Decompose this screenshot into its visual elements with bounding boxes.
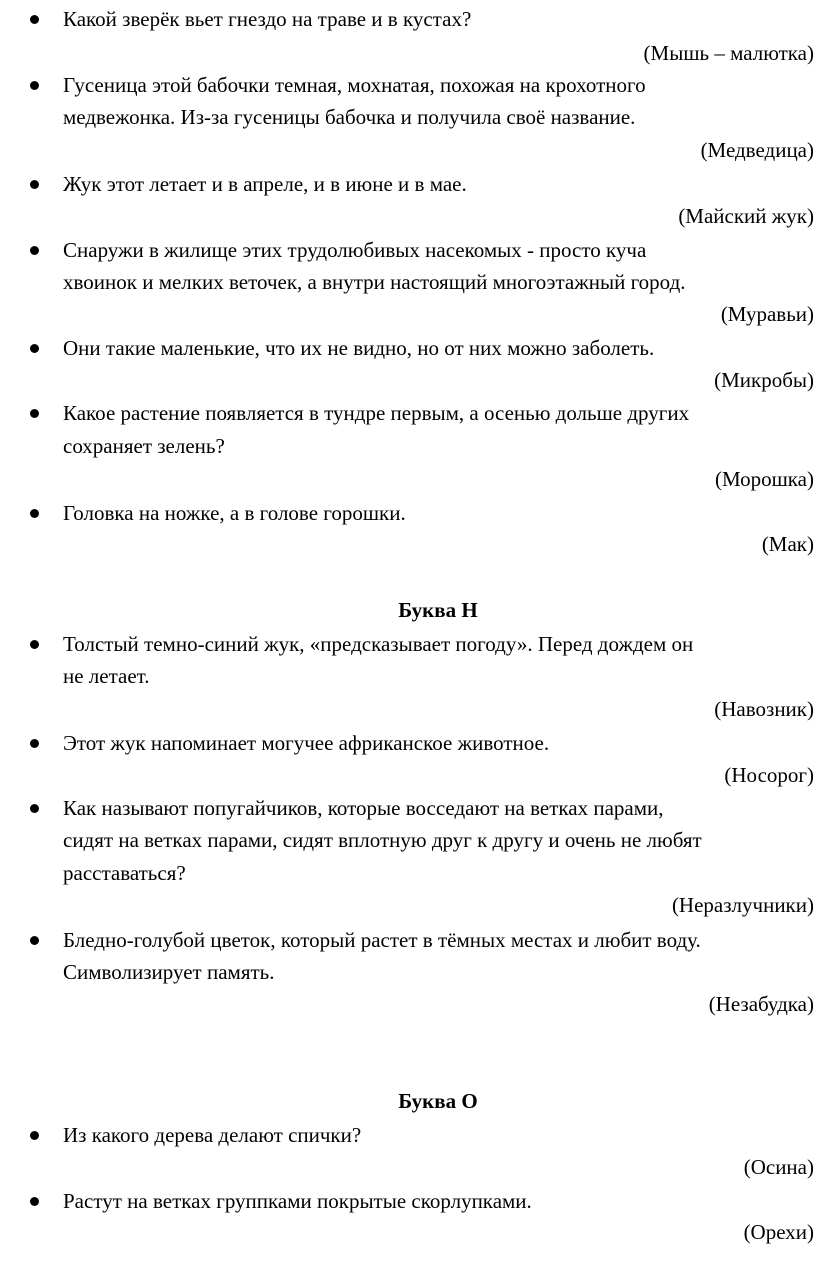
riddle-line: Из какого дерева делают спички?	[63, 1123, 362, 1147]
riddle-line: Головка на ножке, а в голове горошки.	[63, 501, 406, 525]
riddle-answer: (Навозник)	[714, 697, 814, 721]
section-heading: Буква О	[398, 1089, 478, 1113]
riddle-answer: (Неразлучники)	[671, 893, 814, 917]
bullet-icon	[30, 739, 39, 748]
bullet-icon	[30, 1197, 39, 1206]
bullet-icon	[30, 1131, 39, 1140]
bullet-icon	[30, 509, 39, 518]
riddle-line: Они такие маленькие, что их не видно, но от них можно заболеть.	[63, 336, 655, 360]
riddle-line: Толстый темно-синий жук, «предсказывает погоду». Перед дождем он	[63, 632, 694, 656]
section-heading: Буква Н	[398, 598, 478, 622]
bullet-icon	[30, 180, 39, 189]
riddle-line: не летает.	[63, 664, 150, 688]
bullet-icon	[30, 640, 39, 649]
bullet-icon	[30, 344, 39, 353]
riddle-line: Жук этот летает и в апреле, и в июне и в мае.	[63, 172, 467, 196]
riddle-line: сидят на ветках парами, сидят вплотную друг к другу и очень не любят	[63, 828, 702, 852]
riddle-line: сохраняет зелень?	[63, 434, 225, 458]
riddle-line: Какой зверёк вьет гнездо на траве и в кустах?	[63, 7, 472, 31]
riddle-answer: (Майский жук)	[678, 204, 814, 228]
bullet-icon	[30, 409, 39, 418]
riddle-line: расставаться?	[63, 861, 186, 885]
riddle-line: Гусеница этой бабочки темная, мохнатая, похожая на крохотного	[63, 73, 646, 97]
riddle-answer: (Незабудка)	[708, 992, 814, 1016]
riddle-answer: (Орехи)	[743, 1220, 814, 1244]
riddle-line: хвоинок и мелких веточек, а внутри настоящий многоэтажный город.	[63, 270, 686, 294]
riddle-answer: (Медведица)	[700, 138, 814, 162]
riddle-answer: (Осина)	[743, 1155, 814, 1179]
bullet-icon	[30, 81, 39, 90]
riddle-answer: (Микробы)	[714, 368, 814, 392]
riddle-line: Какое растение появляется в тундре первым, а осенью дольше других	[63, 401, 690, 425]
riddle-line: Этот жук напоминает могучее африканское животное.	[63, 731, 550, 755]
riddle-line: Бледно-голубой цветок, который растет в тёмных местах и любит воду.	[63, 928, 701, 952]
riddle-answer: (Мак)	[761, 532, 814, 556]
riddle-answer: (Мышь – малютка)	[643, 41, 814, 65]
riddle-answer: (Морошка)	[714, 467, 814, 491]
bullet-icon	[30, 936, 39, 945]
riddle-line: Снаружи в жилище этих трудолюбивых насекомых - просто куча	[63, 238, 647, 262]
bullet-icon	[30, 246, 39, 255]
riddle-answer: (Носорог)	[724, 763, 814, 787]
riddle-line: медвежонка. Из-за гусеницы бабочка и получила своё название.	[63, 105, 636, 129]
bullet-icon	[30, 804, 39, 813]
riddle-line: Растут на ветках группками покрытые скорлупками.	[63, 1189, 532, 1213]
bullet-icon	[30, 15, 39, 24]
riddle-line: Как называют попугайчиков, которые восседают на ветках парами,	[63, 796, 664, 820]
riddle-line: Символизирует память.	[63, 960, 275, 984]
riddle-answer: (Муравьи)	[720, 302, 814, 326]
